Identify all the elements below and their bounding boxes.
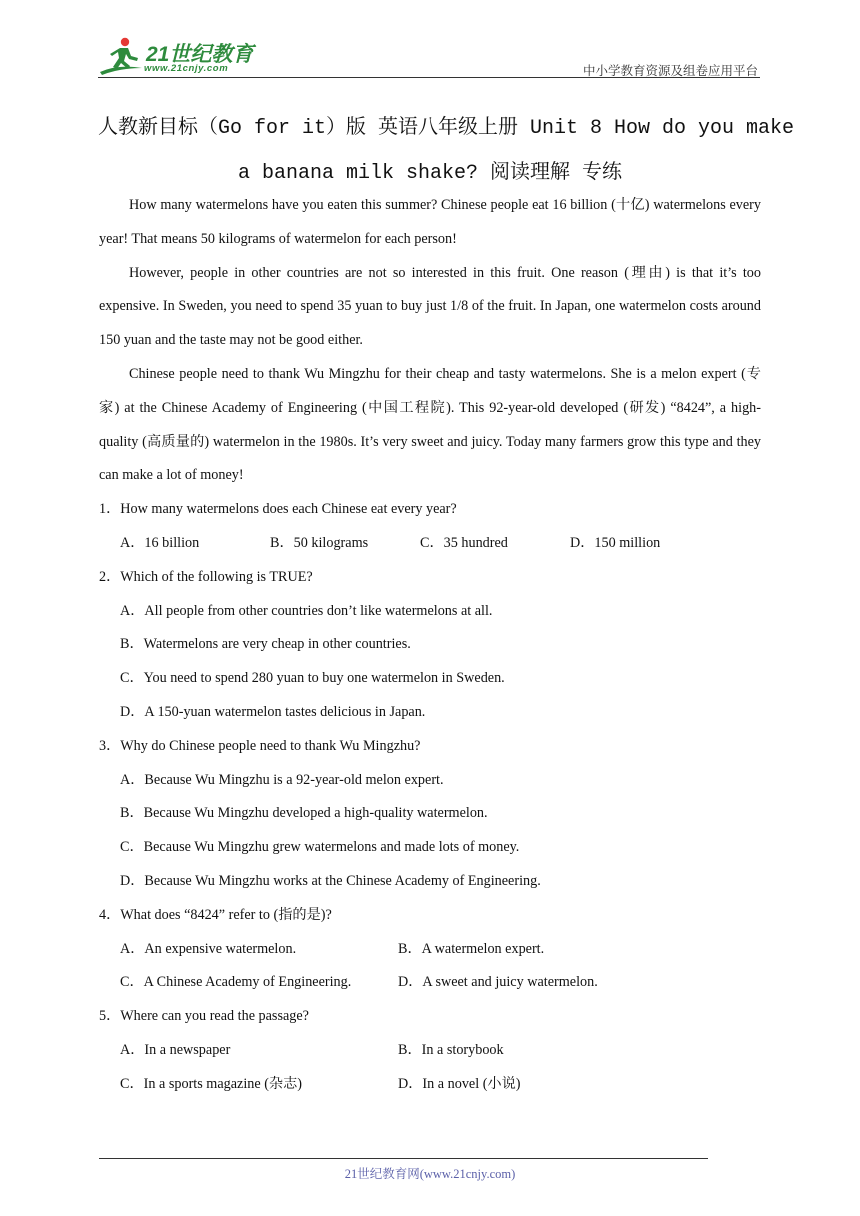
- document-title-line-2: a banana milk shake? 阅读理解 专练: [237, 162, 623, 185]
- site-logo[interactable]: [98, 34, 268, 78]
- question-5-options-row-1: [99, 1034, 761, 1068]
- question-1: 1．How many watermelons does each Chinese eat every year?: [99, 501, 457, 518]
- option-b[interactable]: B．A watermelon expert.: [398, 940, 545, 957]
- question-5-options-row-2: [99, 1068, 761, 1102]
- option-c[interactable]: C．You need to spend 280 yuan to buy one watermelon in Sweden.: [120, 670, 505, 687]
- option-c[interactable]: C．35 hundred: [420, 534, 508, 551]
- passage-paragraph-1: How many watermelons have you eaten this summer? Chinese people eat 16 billion (十亿) watermelons every year! That means 50 kilograms of watermelon for each person!: [99, 197, 761, 247]
- logo-url: www.21cnjy.com: [144, 63, 229, 74]
- document-title-line-1: 人教新目标（Go for it）版 英语八年级上册 Unit 8 How do you make: [98, 117, 795, 140]
- option-a[interactable]: A．In a newspaper: [120, 1041, 231, 1058]
- question-1-options: [99, 527, 761, 561]
- footer-divider: [99, 1158, 708, 1159]
- option-b[interactable]: B．50 kilograms: [270, 534, 369, 551]
- question-4: 4．What does “8424” refer to (指的是)?: [99, 906, 332, 923]
- option-c[interactable]: C．A Chinese Academy of Engineering.: [120, 974, 352, 991]
- header-divider: [98, 77, 760, 78]
- option-d[interactable]: D．A 150-yuan watermelon tastes delicious in Japan.: [120, 703, 426, 720]
- document-body: [99, 189, 761, 1102]
- passage-paragraph-2: However, people in other countries are not so interested in this fruit. One reason (理由) is that it’s too expensive. In Sweden, you need to spend 35 yuan to buy just 1/8 of the fruit. In Japan, one watermelon costs around 150 yuan and the taste may not be good either.: [99, 264, 761, 349]
- option-c[interactable]: C．In a sports magazine (杂志): [120, 1075, 303, 1092]
- option-a[interactable]: A．All people from other countries don’t like watermelons at all.: [120, 602, 493, 619]
- question-4-options-row-2: [99, 966, 761, 1000]
- option-c[interactable]: C．Because Wu Mingzhu grew watermelons and made lots of money.: [120, 839, 520, 856]
- header-platform-text: 中小学教育资源及组卷应用平台: [582, 64, 758, 78]
- option-d[interactable]: D．In a novel (小说): [398, 1075, 521, 1092]
- option-d[interactable]: D．Because Wu Mingzhu works at the Chinese Academy of Engineering.: [120, 872, 541, 889]
- option-d[interactable]: D．150 million: [570, 534, 661, 551]
- option-b[interactable]: B．In a storybook: [398, 1041, 504, 1058]
- option-a[interactable]: A．16 billion: [120, 534, 200, 551]
- question-4-options-row-1: [99, 933, 761, 967]
- question-5: 5．Where can you read the passage?: [99, 1008, 309, 1025]
- question-3: 3．Why do Chinese people need to thank Wu Mingzhu?: [99, 737, 421, 754]
- option-b[interactable]: B．Watermelons are very cheap in other countries.: [120, 636, 411, 653]
- option-a[interactable]: A．An expensive watermelon.: [120, 940, 297, 957]
- running-person-logo-icon: [98, 34, 144, 78]
- footer-link[interactable]: 21世纪教育网(www.21cnjy.com): [344, 1167, 516, 1181]
- question-2: 2．Which of the following is TRUE?: [99, 568, 313, 585]
- option-a[interactable]: A．Because Wu Mingzhu is a 92-year-old melon expert.: [120, 771, 444, 788]
- logo-text: 21世纪教育: [146, 43, 254, 66]
- passage-paragraph-3: Chinese people need to thank Wu Mingzhu for their cheap and tasty watermelons. She is a melon expert (专家) at the Chinese Academy of Engineering (中国工程院). This 92-year-old developed (研发) “8424”, a high-quality (高质量的) watermelon in the 1980s. It’s very sweet and juicy. Today many farmers grow this type and they can make a lot of money!: [99, 365, 761, 484]
- option-b[interactable]: B．Because Wu Mingzhu developed a high-quality watermelon.: [120, 805, 488, 822]
- option-d[interactable]: D．A sweet and juicy watermelon.: [398, 974, 598, 991]
- page-header: [98, 34, 760, 78]
